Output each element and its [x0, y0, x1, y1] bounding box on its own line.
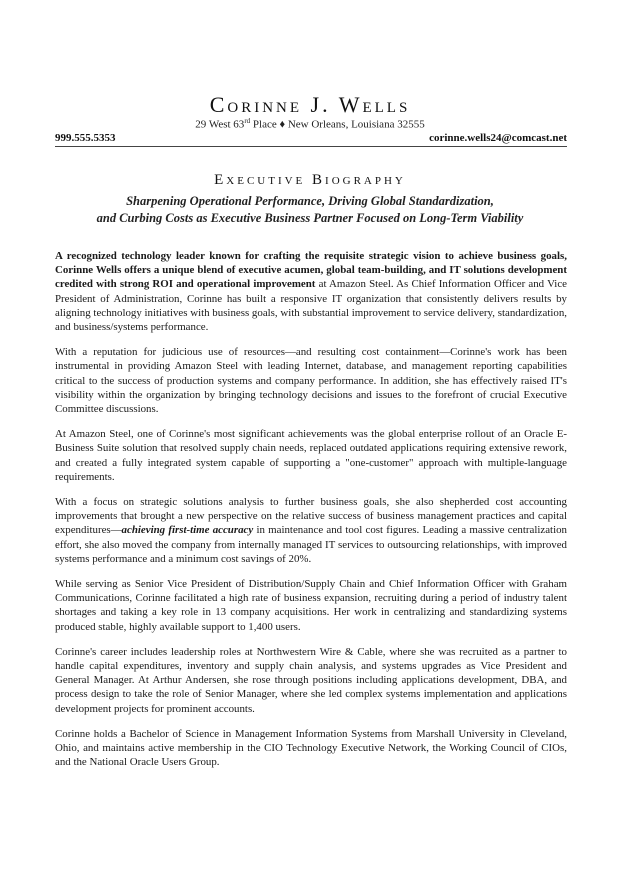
- tagline: [0, 193, 620, 227]
- paragraph-7: Corinne holds a Bachelor of Science in Management Information Systems from Marshall University in Cleveland, Ohio, and maintains active membership in the CIO Technology Executive Network, the Working Council of CIOs, and the National Oracle Users Group.: [55, 727, 567, 769]
- candidate-name: Corinne J. Wells: [209, 92, 411, 117]
- email-address[interactable]: corinne.wells24@comcast.net: [429, 132, 567, 144]
- mailing-address: [0, 117, 620, 131]
- paragraph-1-lead: A recognized technology leader known for crafting the requisite strategic vision to achieve business goals, Corinne Wells offers a unique blend of executive acumen, global team-building, and IT solutions development credited with strong ROI and operational improvement: [55, 250, 567, 291]
- paragraph-4-end: in maintenance and tool cost figures. Leading a massive centralization effort, she also moved the company from internally managed IT services to outsourcing relationships, with improved systems performance and a minimum cost savings of 20%.: [55, 524, 567, 565]
- paragraph-3: At Amazon Steel, one of Corinne's most significant achievements was the global enterprise rollout of an Oracle E-Business Suite solution that resolved supply chain needs, replaced outdated applications requiring extensive rework, and created a fully integrated system capable of supporting a "one-customer" approach with multiple-language requirements.: [55, 428, 567, 483]
- paragraph-2: With a reputation for judicious use of resources—and resulting cost containment—Corinne's work has been instrumental in providing Amazon Steel with leading Internet, database, and management reporting capabilities critical to the success of production systems and company performance. In addition, she has effectively raised IT's visibility within the organization by bringing technology decisions and issues to the forefront of crucial Executive Committee discussions.: [55, 346, 567, 416]
- paragraph-5: While serving as Senior Vice President of Distribution/Supply Chain and Chief Information Officer with Graham Communications, Corinne facilitated a high rate of business expansion, recruiting during a period of industry talent shortages and taking a key role in 13 company acquisitions. Her work in centralizing and standardizing systems produced stable, highly available support to 1,400 users.: [55, 578, 567, 633]
- section-title: Executive Biography: [214, 172, 406, 188]
- tagline-line-2: and Curbing Costs as Executive Business Partner Focused on Long-Term Viability: [96, 211, 524, 225]
- contact-row: [55, 132, 567, 144]
- address-city-state: Place ♦ New Orleans, Louisiana 32555: [250, 118, 425, 131]
- address-street: 29 West 63: [195, 118, 245, 131]
- paragraph-4: [55, 495, 567, 566]
- phone-number: 999.555.5353: [55, 132, 116, 144]
- biography-body: [55, 249, 567, 781]
- paragraph-1-rest: at Amazon Steel. As Chief Information Officer and Vice President of Administration, Corinne has built a responsive IT organization that consistently delivers results by aligning technology initiatives with business goals, with substantial improvement to service delivery, standardization, and business/systems performance.: [55, 278, 568, 334]
- paragraph-1: [55, 249, 567, 334]
- paragraph-4-emphasis: achieving first-time accuracy: [121, 524, 254, 537]
- paragraph-4-start: With a focus on strategic solutions analysis to further business goals, she also shepherded cost accounting improvements that brought a new perspective on the relative success of business management practices and capital expenditures—: [55, 496, 567, 537]
- address-ordinal-suffix: rd: [244, 117, 251, 125]
- header-divider: [55, 146, 567, 147]
- paragraph-6: Corinne's career includes leadership roles at Northwestern Wire & Cable, where she was recruited as a partner to handle capital expenditures, inventory and supply chain analysis, and systems upgrades as Vice President and General Manager. At Arthur Andersen, she rose through positions including applications development, DBA, and process design to take the role of Senior Manager, where she led complex systems implementation and applications development projects for prominent accounts.: [55, 645, 567, 715]
- tagline-line-1: Sharpening Operational Performance, Driving Global Standardization,: [126, 194, 494, 208]
